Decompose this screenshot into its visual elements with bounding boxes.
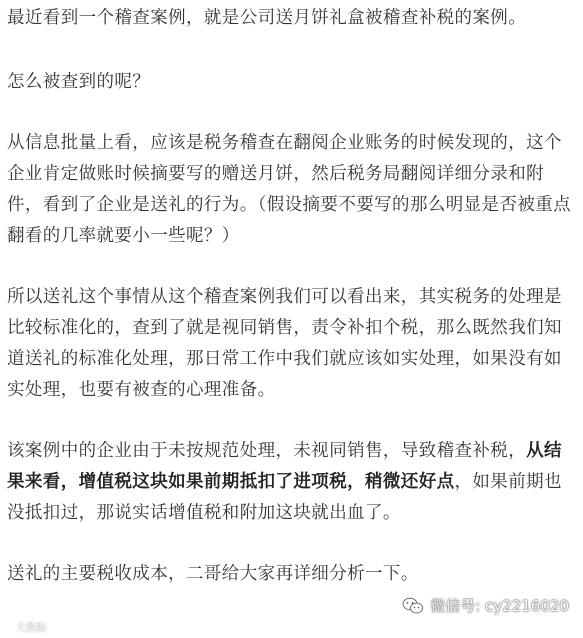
paragraph-5 xyxy=(7,436,579,529)
source-text: 大数据 xyxy=(16,623,46,634)
source-watermark xyxy=(2,619,46,634)
paragraph-5-bold-text: 从结果来看，增值税这块如果前期抵扣了进项税，稍微还好点 xyxy=(7,441,562,492)
paragraph-1: 最近看到一个稽查案例，就是公司送月饼礼盒被稽查补税的案例。 xyxy=(7,8,527,28)
weibo-logo-icon xyxy=(2,621,14,633)
article-body xyxy=(7,0,579,590)
paragraph-5-text-c: ，如果前期也没抵扣过，那说实话增值税和附加这块就出血了。 xyxy=(7,472,562,523)
paragraph-2: 怎么被查到的呢？ xyxy=(7,72,151,92)
paragraph-6: 送礼的主要税收成本，二哥给大家再详细分析一下。 xyxy=(7,564,419,584)
paragraph-3: 从信息批量上看，应该是税务稽查在翻阅企业账务的时候发现的，这个企业肯定做账时候摘要写的赠送月饼，然后税务局翻阅详细分录和附件，看到了企业是送礼的行为。（假设摘要不要写的那么明显是否被重点翻看的几率就要小一些呢？） xyxy=(7,133,572,246)
paragraph-5-text-a: 该案例中的企业由于未按规范处理，未视同销售，导致稽查补税， xyxy=(7,441,527,461)
wechat-icon xyxy=(402,597,424,615)
paragraph-4: 所以送礼这个事情从这个稽查案例我们可以看出来，其实税务的处理是比较标准化的，查到了就是视同销售，责令补扣个税，那么既然我们知道送礼的标准化处理，那日常工作中我们就应该如实处理，如果没有如实处理，也要有被查的心理准备。 xyxy=(7,287,562,400)
wechat-id-text: 微信号: cy2216020 xyxy=(430,597,569,615)
wechat-watermark xyxy=(402,595,569,616)
